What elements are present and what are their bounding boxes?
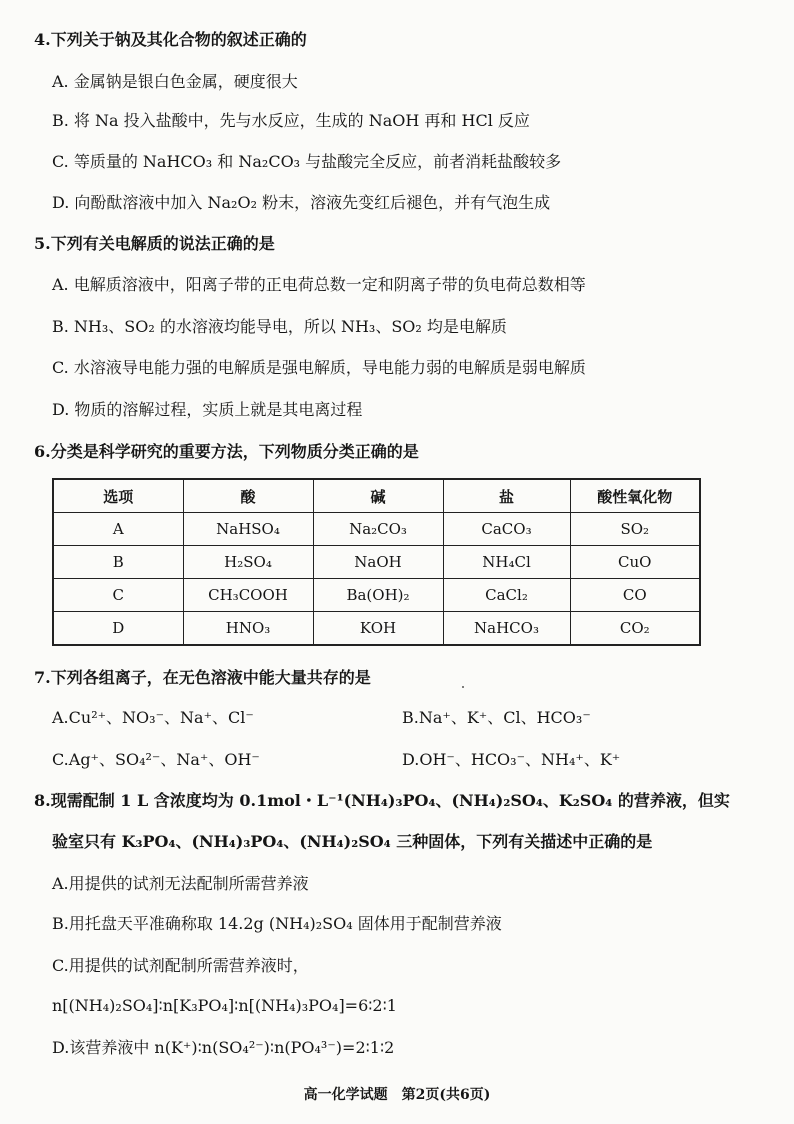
table-row xyxy=(53,579,700,612)
q5-stem: 5.下列有关电解质的说法正确的是 xyxy=(34,234,275,253)
table-cell: CH₃COOH xyxy=(183,579,313,612)
table-header-row xyxy=(53,479,700,513)
q4-stem: 4.下列关于钠及其化合物的叙述正确的 xyxy=(34,30,307,49)
header-base: 碱 xyxy=(313,479,443,513)
q5-option-b: B. NH₃、SO₂ 的水溶液均能导电，所以 NH₃、SO₂ 均是电解质 xyxy=(52,317,507,336)
q6-stem: 6.分类是科学研究的重要方法，下列物质分类正确的是 xyxy=(34,442,419,461)
classification-table xyxy=(52,478,701,646)
q8-option-a: A.用提供的试剂无法配制所需营养液 xyxy=(52,874,309,893)
table-cell: Ba(OH)₂ xyxy=(313,579,443,612)
table-cell: NH₄Cl xyxy=(443,546,570,579)
header-acid: 酸 xyxy=(183,479,313,513)
q8-option-b: B.用托盘天平准确称取 14.2g (NH₄)₂SO₄ 固体用于配制营养液 xyxy=(52,914,502,933)
q5-option-c: C. 水溶液导电能力强的电解质是强电解质，导电能力弱的电解质是弱电解质 xyxy=(52,358,586,377)
q7-option-d: D.OH⁻、HCO₃⁻、NH₄⁺、K⁺ xyxy=(402,750,621,769)
stray-dot xyxy=(462,686,464,688)
q8-stem-line1: 8.现需配制 1 L 含浓度均为 0.1mol・L⁻¹(NH₄)₃PO₄、(NH₄)₂SO₄、K₂SO₄ 的营养液，但实 xyxy=(34,791,730,810)
table-cell: NaOH xyxy=(313,546,443,579)
q7-stem: 7.下列各组离子，在无色溶液中能大量共存的是 xyxy=(34,668,371,687)
table-cell: CO xyxy=(570,579,700,612)
q7-option-a: A.Cu²⁺、NO₃⁻、Na⁺、Cl⁻ xyxy=(52,708,254,727)
q4-option-b: B. 将 Na 投入盐酸中，先与水反应，生成的 NaOH 再和 HCl 反应 xyxy=(52,111,530,130)
table-cell: CO₂ xyxy=(570,612,700,646)
header-option: 选项 xyxy=(53,479,183,513)
table-cell: NaHCO₃ xyxy=(443,612,570,646)
table-row xyxy=(53,546,700,579)
table-cell: NaHSO₄ xyxy=(183,513,313,546)
q4-option-a: A. 金属钠是银白色金属，硬度很大 xyxy=(52,72,298,91)
table-cell: B xyxy=(53,546,183,579)
table-cell: Na₂CO₃ xyxy=(313,513,443,546)
table-cell: KOH xyxy=(313,612,443,646)
table-cell: CaCO₃ xyxy=(443,513,570,546)
page-footer: 高一化学试题 第2页(共6页) xyxy=(303,1087,491,1103)
q5-option-a: A. 电解质溶液中，阳离子带的正电荷总数一定和阴离子带的负电荷总数相等 xyxy=(52,275,586,294)
table-cell: CaCl₂ xyxy=(443,579,570,612)
table-row xyxy=(53,612,700,646)
table-cell: H₂SO₄ xyxy=(183,546,313,579)
table-cell: A xyxy=(53,513,183,546)
header-salt: 盐 xyxy=(443,479,570,513)
q4-option-d: D. 向酚酞溶液中加入 Na₂O₂ 粉末，溶液先变红后褪色，并有气泡生成 xyxy=(52,193,551,212)
q4-option-c: C. 等质量的 NaHCO₃ 和 Na₂CO₃ 与盐酸完全反应，前者消耗盐酸较多 xyxy=(52,152,562,171)
q8-option-c-line1: C.用提供的试剂配制所需营养液时， xyxy=(52,956,309,975)
q8-stem-line2: 验室只有 K₃PO₄、(NH₄)₃PO₄、(NH₄)₂SO₄ 三种固体，下列有关描述中正确的是 xyxy=(52,832,653,851)
table-cell: SO₂ xyxy=(570,513,700,546)
q8-option-d: D.该营养液中 n(K⁺)∶n(SO₄²⁻)∶n(PO₄³⁻)=2∶1∶2 xyxy=(52,1038,395,1057)
table-cell: CuO xyxy=(570,546,700,579)
q7-option-c: C.Ag⁺、SO₄²⁻、Na⁺、OH⁻ xyxy=(52,750,260,769)
table-cell: D xyxy=(53,612,183,646)
table-cell: HNO₃ xyxy=(183,612,313,646)
table-row xyxy=(53,513,700,546)
header-acidic-oxide: 酸性氧化物 xyxy=(570,479,700,513)
q5-option-d: D. 物质的溶解过程，实质上就是其电离过程 xyxy=(52,400,363,419)
table-cell: C xyxy=(53,579,183,612)
q7-option-b: B.Na⁺、K⁺、Cl、HCO₃⁻ xyxy=(402,708,591,727)
q8-option-c-line2: n[(NH₄)₂SO₄]∶n[K₃PO₄]∶n[(NH₄)₃PO₄]=6∶2∶1 xyxy=(52,996,397,1015)
